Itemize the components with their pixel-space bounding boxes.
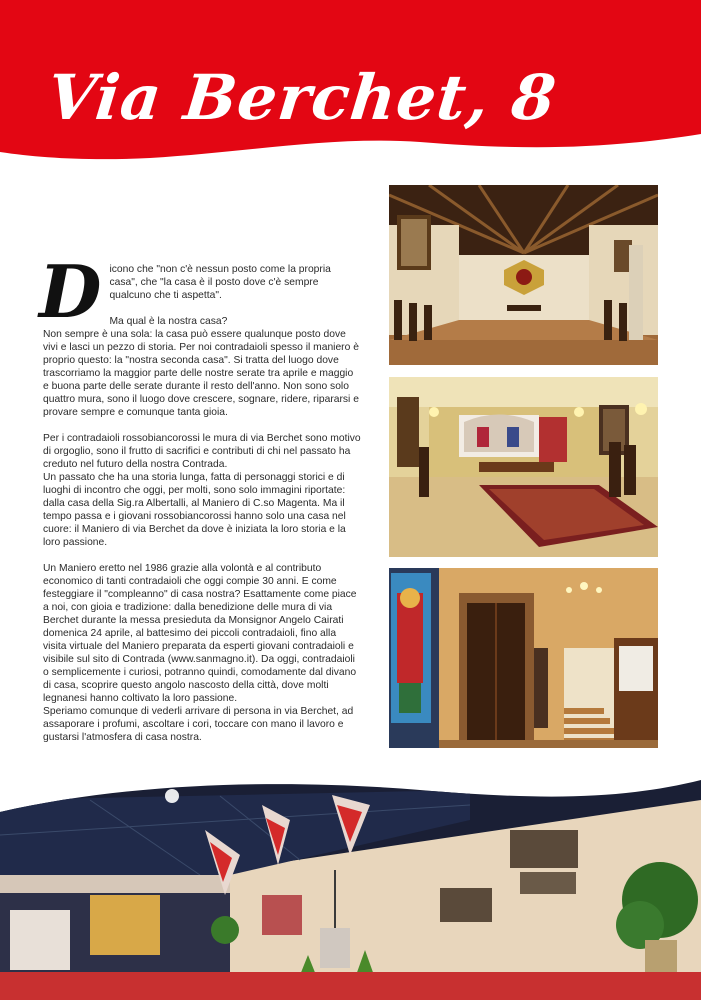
- photo-wooden-hall: [389, 185, 658, 365]
- intro-paragraph: [39, 211, 361, 334]
- header-banner: [0, 0, 701, 170]
- article-body: [39, 211, 361, 757]
- drop-cap: D: [39, 249, 102, 334]
- paragraph: Ma qual è la nostra casa? Non sempre è una sola: la casa può essere qualunque posto dove vivi e lasci un pezzo di storia. Per noi contradaioli spesso il maniero è proprio questo: la "nostra seconda casa". Si tratta del luogo dove trascorriamo la maggior parte delle nostre serate tra aprile e maggio e buona parte delle serate durante il resto dell'anno. Non sono solo quattro mura, sono il luogo dove crescere, sognare, ridere, ripararsi e provare sempre e comunque tanta gioia.: [43, 316, 359, 418]
- intro-text: icono che "non c'è nessun posto come la propria casa", che "la casa è il posto dove c'è sempre qualcuno che ti aspetta".: [109, 264, 331, 301]
- paragraph: Un Maniero eretto nel 1986 grazie alla volontà e al contributo economico di tanti contradaioli che oggi compie 30 anni. E come festeggiare il "compleanno" di casa nostra? Esattamente come piace a noi, con gioia e tradizione: dalla benedizione delle mura di via Berchet durante la messa presieduta da Monsignor Angelo Cairati domenica 24 aprile, al battesimo dei piccoli contradaioli, fino alla visita virtuale del Maniero preparata da esperti giovani contradaioli e visibile sul sito di Contrada (www.sanmagno.it). Da oggi, contradaioli o semplicemente i curiosi, potranno quindi, comodamente dal divano di casa, scoprire questo angolo nascosto della città, dove molti legnanesi hanno coltivato la loro passione. Speriamo comunque di vederli arrivare di persona in via Berchet, ad assaporare i profumi, ascoltare i cori, toccare con mano il lavoro e gustarsi l'atmosfera di casa nostra.: [43, 563, 357, 743]
- photo-stained-glass-corridor: [389, 568, 658, 748]
- photo-courtyard: [0, 760, 701, 1000]
- photo-salon: [389, 377, 658, 557]
- paragraph: Per i contradaioli rossobiancorossi le mura di via Berchet sono motivo di orgoglio, sono il frutto di sacrifici e contributi di chi nel passato ha creduto nel futuro della nostra Contrada. Un passato che ha una storia lunga, fatta di personaggi storici e di luoghi di incontro che oggi, per molti, sono solo immagini riportate: dalla casa della Sig.ra Albertalli, al Maniero di C.so Magenta. Ma il tempo passa e i giovani rossobiancorossi hanno solo una casa nel cuore: il Maniero di via Berchet da dove è iniziata la loro storia e la loro passione.: [43, 433, 361, 548]
- page-title: Via Berchet, 8: [44, 61, 560, 134]
